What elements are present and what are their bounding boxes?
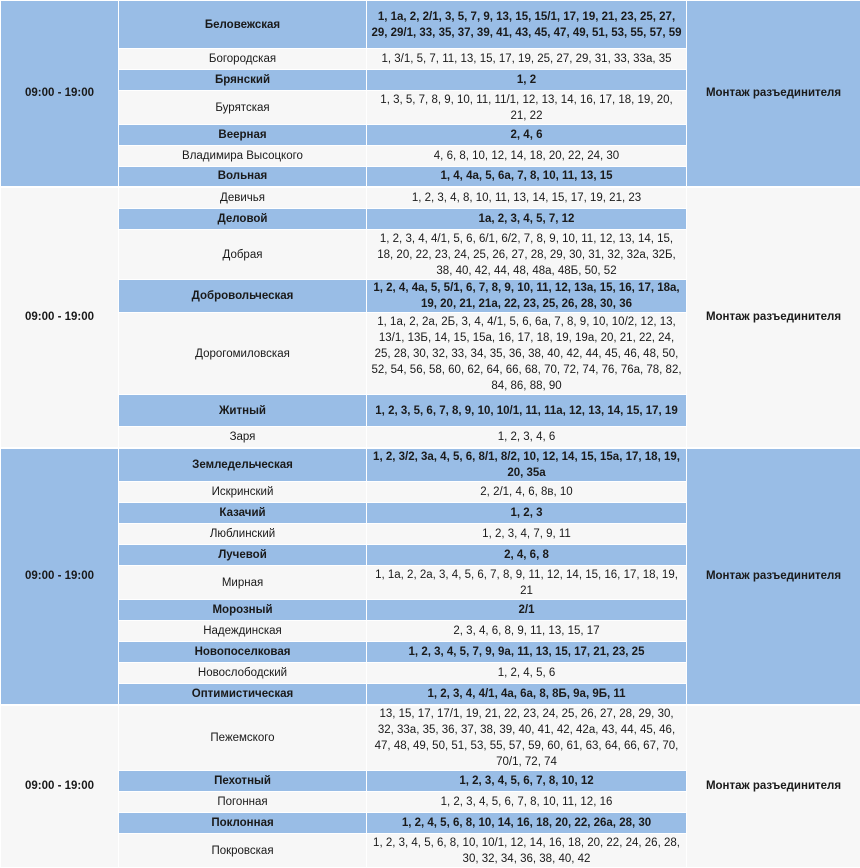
street-cell: Люблинский (119, 524, 367, 545)
houses-cell: 1, 2, 3 (367, 503, 687, 524)
houses-cell: 1, 1а, 2, 2а, 2Б, 3, 4, 4/1, 5, 6, 6а, 7, 8, 9, 10, 10/2, 12, 13, 13/1, 13Б, 14, 15, 15а, 16, 17, 18, 19, 19а, 20, 21, 22, 24, 25, 28, 30, 32, 33, 34, 35, 36, 38, 40, 42, 44, 45, 46, 48, 50, 52, 54, 56, 58, 60, 62, 64, 66, 68, 70, 72, 74, 76, 76а, 78, 82, 84, 86, 88, 90 (367, 313, 687, 395)
houses-cell: 1, 2, 3, 5, 6, 7, 8, 9, 10, 10/1, 11, 11а, 12, 13, 14, 15, 17, 19 (367, 395, 687, 427)
table-row (1, 1, 860, 49)
street-cell: Погонная (119, 792, 367, 813)
houses-cell: 2, 2/1, 4, 6, 8в, 10 (367, 482, 687, 503)
houses-cell: 1, 2, 3, 4, 5, 6, 7, 8, 10, 11, 12, 16 (367, 792, 687, 813)
time-cell: 09:00 - 19:00 (1, 448, 119, 705)
time-cell: 09:00 - 19:00 (1, 187, 119, 448)
street-cell: Брянский (119, 70, 367, 91)
houses-cell: 2/1 (367, 600, 687, 621)
houses-cell: 1, 1а, 2, 2/1, 3, 5, 7, 9, 13, 15, 15/1, 17, 19, 21, 23, 25, 27, 29, 29/1, 33, 35, 37, 39, 41, 43, 45, 47, 49, 51, 53, 55, 57, 59 (367, 1, 687, 49)
houses-cell: 2, 4, 6 (367, 125, 687, 146)
houses-cell: 4, 6, 8, 10, 12, 14, 18, 20, 22, 24, 30 (367, 146, 687, 167)
street-cell: Деловой (119, 209, 367, 230)
street-cell: Поклонная (119, 813, 367, 834)
houses-cell: 1, 2, 3, 4, 5, 6, 7, 8, 10, 12 (367, 771, 687, 792)
houses-cell: 2, 3, 4, 6, 8, 9, 11, 13, 15, 17 (367, 621, 687, 642)
houses-cell: 1, 2, 4, 5, 6 (367, 663, 687, 684)
street-cell: Морозный (119, 600, 367, 621)
street-cell: Новослободский (119, 663, 367, 684)
street-cell: Добрая (119, 230, 367, 280)
table-row (1, 705, 860, 771)
houses-cell: 1, 2, 3, 4, 5, 7, 9, 9а, 11, 13, 15, 17, 21, 23, 25 (367, 642, 687, 663)
work-type-cell: Монтаж разъединителя (687, 448, 860, 705)
street-cell: Заря (119, 427, 367, 448)
street-cell: Веерная (119, 125, 367, 146)
houses-cell: 1, 2, 3/2, 3а, 4, 5, 6, 8/1, 8/2, 10, 12, 14, 15, 15а, 17, 18, 19, 20, 35а (367, 448, 687, 482)
houses-cell: 1, 2, 3, 4, 4/1, 4а, 6а, 8, 8Б, 9а, 9Б, 11 (367, 684, 687, 705)
street-cell: Владимира Высоцкого (119, 146, 367, 167)
street-cell: Девичья (119, 187, 367, 209)
houses-cell: 1, 3/1, 5, 7, 11, 13, 15, 17, 19, 25, 27, 29, 31, 33, 33а, 35 (367, 49, 687, 70)
houses-cell: 2, 4, 6, 8 (367, 545, 687, 566)
street-cell: Пежемского (119, 705, 367, 771)
houses-cell: 1, 2, 3, 4, 6 (367, 427, 687, 448)
time-cell: 09:00 - 19:00 (1, 705, 119, 868)
houses-cell: 1, 2 (367, 70, 687, 91)
street-cell: Вольная (119, 167, 367, 187)
street-cell: Добровольческая (119, 280, 367, 313)
street-cell: Пехотный (119, 771, 367, 792)
table-row (1, 187, 860, 209)
street-cell: Земледельческая (119, 448, 367, 482)
houses-cell: 1, 3, 5, 7, 8, 9, 10, 11, 11/1, 12, 13, 14, 16, 17, 18, 19, 20, 21, 22 (367, 91, 687, 125)
street-cell: Новопоселковая (119, 642, 367, 663)
street-cell: Дорогомиловская (119, 313, 367, 395)
houses-cell: 13, 15, 17, 17/1, 19, 21, 22, 23, 24, 25, 26, 27, 28, 29, 30, 32, 33а, 35, 36, 37, 38, 39, 40, 41, 42, 42а, 43, 44, 45, 46, 47, 48, 49, 50, 51, 53, 55, 57, 59, 60, 61, 63, 64, 66, 67, 70, 70/1, 72, 74 (367, 705, 687, 771)
work-type-cell: Монтаж разъединителя (687, 187, 860, 448)
street-cell: Бурятская (119, 91, 367, 125)
houses-cell: 1, 2, 3, 4, 4/1, 5, 6, 6/1, 6/2, 7, 8, 9, 10, 11, 12, 13, 14, 15, 18, 20, 22, 23, 24, 25, 26, 27, 28, 29, 30, 31, 32, 32а, 32Б, 38, 40, 42, 44, 48, 48а, 48Б, 50, 52 (367, 230, 687, 280)
street-cell: Покровская (119, 834, 367, 868)
street-cell: Казачий (119, 503, 367, 524)
street-cell: Лучевой (119, 545, 367, 566)
street-cell: Мирная (119, 566, 367, 600)
street-cell: Оптимистическая (119, 684, 367, 705)
work-type-cell: Монтаж разъединителя (687, 705, 860, 868)
street-cell: Надеждинская (119, 621, 367, 642)
houses-cell: 1, 2, 3, 4, 5, 6, 8, 10, 10/1, 12, 14, 16, 18, 20, 22, 24, 26, 28, 30, 32, 34, 36, 38, 40, 42 (367, 834, 687, 868)
street-cell: Искринский (119, 482, 367, 503)
street-cell: Житный (119, 395, 367, 427)
houses-cell: 1, 2, 4, 5, 6, 8, 10, 14, 16, 18, 20, 22, 26а, 28, 30 (367, 813, 687, 834)
houses-cell: 1, 2, 4, 4а, 5, 5/1, 6, 7, 8, 9, 10, 11, 12, 13а, 15, 16, 17, 18а, 19, 20, 21, 21а, 22, 23, 25, 26, 28, 30, 36 (367, 280, 687, 313)
street-cell: Беловежская (119, 1, 367, 49)
work-type-cell: Монтаж разъединителя (687, 1, 860, 187)
houses-cell: 1, 2, 3, 4, 7, 9, 11 (367, 524, 687, 545)
table-row (1, 448, 860, 482)
houses-cell: 1, 4, 4а, 5, 6а, 7, 8, 10, 11, 13, 15 (367, 167, 687, 187)
houses-cell: 1, 2, 3, 4, 8, 10, 11, 13, 14, 15, 17, 19, 21, 23 (367, 187, 687, 209)
houses-cell: 1а, 2, 3, 4, 5, 7, 12 (367, 209, 687, 230)
houses-cell: 1, 1а, 2, 2а, 3, 4, 5, 6, 7, 8, 9, 11, 12, 14, 15, 16, 17, 18, 19, 21 (367, 566, 687, 600)
street-cell: Богородская (119, 49, 367, 70)
time-cell: 09:00 - 19:00 (1, 1, 119, 187)
